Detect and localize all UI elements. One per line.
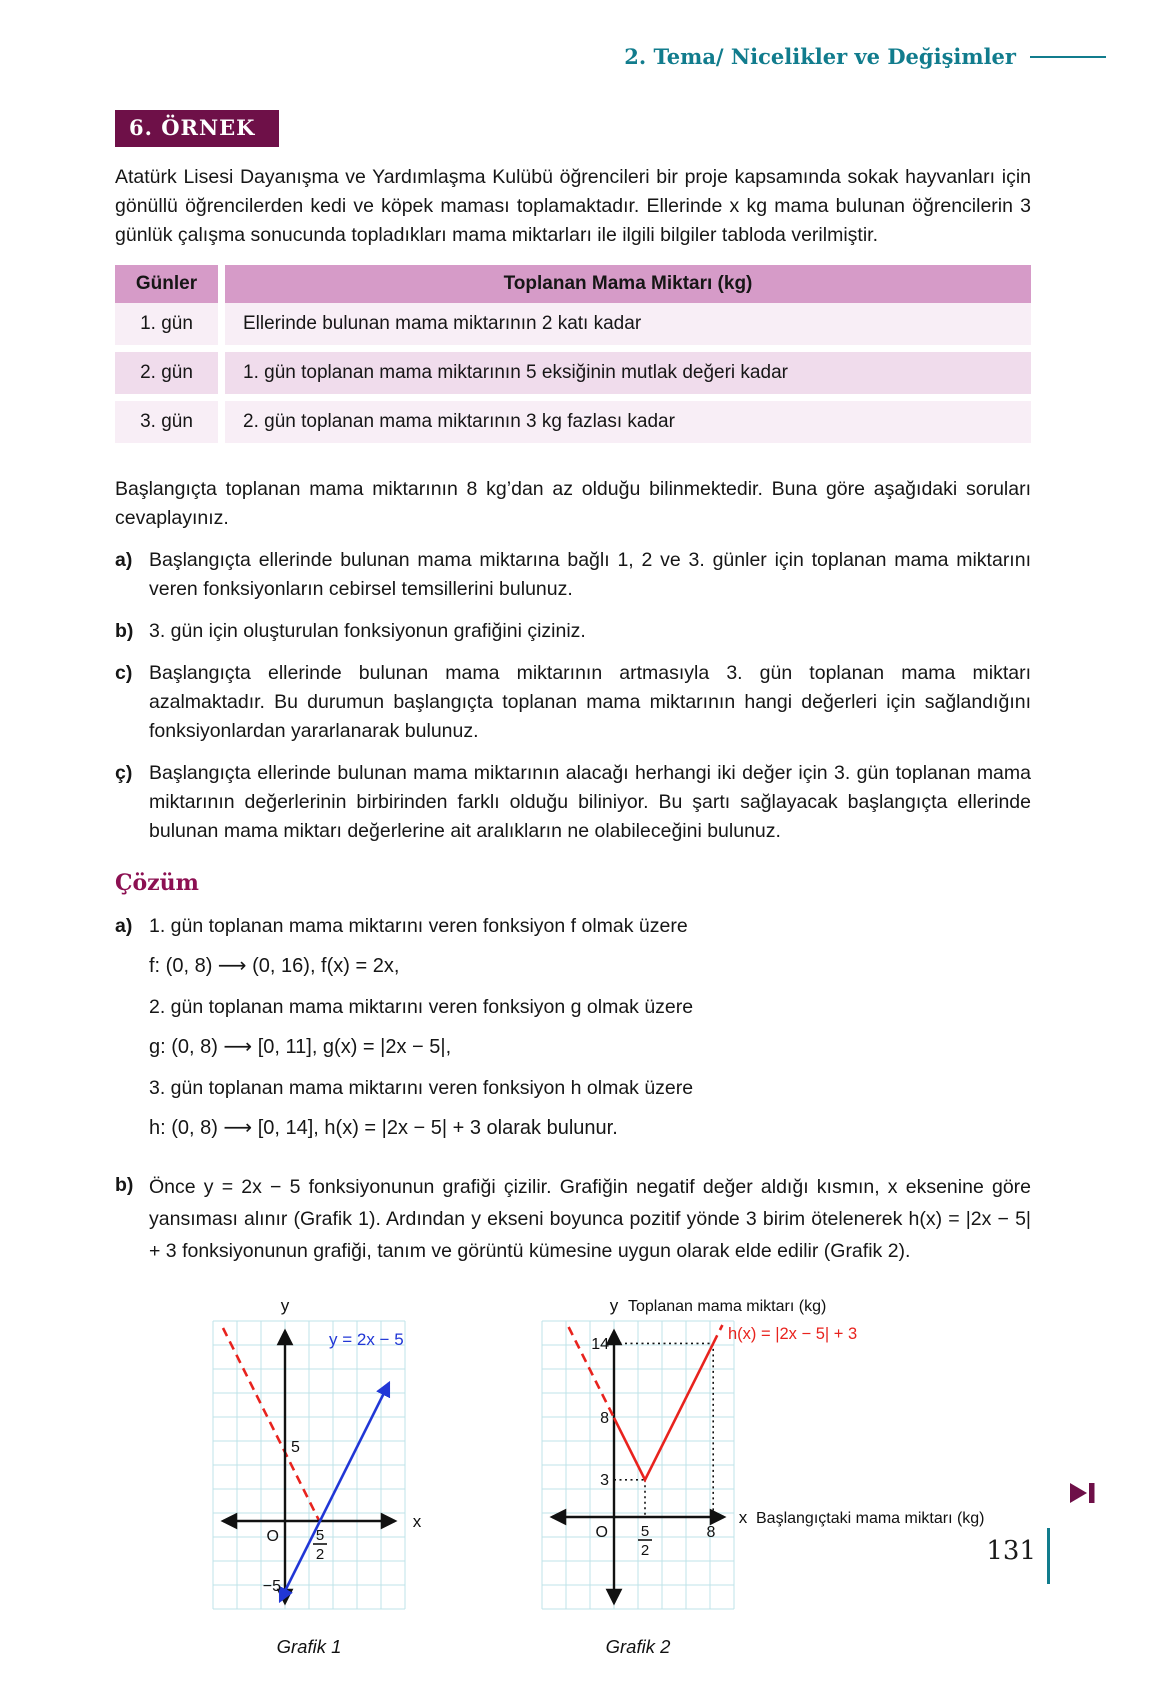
x-axis-letter: x: [738, 1508, 748, 1527]
x-tick-five-halves: [638, 1523, 652, 1559]
figures-row: [115, 1281, 1031, 1681]
origin-label: O: [595, 1524, 608, 1541]
figure-grafik-1: [193, 1281, 425, 1658]
table-cell-desc: Ellerinde bulunan mama miktarının 2 katı kadar: [225, 303, 1031, 345]
example-badge: 6. ÖRNEK: [115, 110, 279, 147]
y-axis-title: Toplanan mama miktarı (kg): [628, 1298, 827, 1315]
table-cell-day: 3. gün: [115, 401, 218, 443]
fraction-numerator: 5: [640, 1523, 650, 1540]
question-label: c): [115, 662, 133, 684]
x-tick-five-halves: [313, 1527, 327, 1563]
grafik-1-plot: [193, 1281, 425, 1627]
page-number-block: [960, 1528, 1050, 1584]
y-tick-8: 8: [600, 1410, 609, 1427]
table-row: [115, 401, 1031, 443]
table-row: [115, 352, 1031, 394]
solution-a-body: [149, 912, 1031, 1155]
question-text: 3. gün için oluşturulan fonksiyonun grafiğini çiziniz.: [149, 620, 586, 642]
example-intro: Atatürk Lisesi Dayanışma ve Yardımlaşma Kulübü öğrencileri bir proje kapsamında sokak hayvanları için gönüllü öğrencilerden kedi ve köpek maması toplamaktadır. Ellerinde x kg mama bulunan öğrencilerin 3 günlük çalışma sonucunda topladıkları mama miktarları ile ilgili bilgiler tabloda verilmiştir.: [115, 166, 1031, 246]
solution-line: 2. gün toplanan mama miktarını veren fonksiyon g olmak üzere: [149, 996, 694, 1018]
question-label: a): [115, 549, 133, 571]
page-content: [115, 110, 1031, 1681]
figure-caption: Grafik 2: [605, 1636, 671, 1657]
solution-line: 3. gün toplanan mama miktarını veren fonksiyon h olmak üzere: [149, 1077, 694, 1099]
x-tick-8: 8: [706, 1524, 716, 1541]
data-table: [115, 265, 1031, 443]
y-axis-letter: y: [280, 1296, 290, 1315]
line-equation-label: y = 2x − 5: [329, 1330, 404, 1349]
figure-caption: Grafik 1: [276, 1636, 342, 1657]
figure-grafik-2: [522, 1281, 992, 1658]
grafik-2-plot: [522, 1281, 992, 1627]
y-axis-letter: y: [609, 1296, 619, 1315]
page-number-bar: [1047, 1528, 1050, 1584]
solution-heading: Çözüm: [115, 870, 199, 896]
solution-b: [115, 1171, 1031, 1267]
fraction-denominator: 2: [315, 1546, 325, 1563]
y-tick-5: 5: [291, 1439, 300, 1456]
question-label: ç): [115, 762, 133, 784]
question-a: [115, 546, 1031, 604]
page-number: 131: [986, 1536, 1036, 1566]
solution-b-text: Önce y = 2x − 5 fonksiyonunun grafiği çizilir. Grafiğin negatif değer aldığı kısmın, x eksenine göre yansıması alınır (Grafik 1). Ardından y ekseni boyunca pozitif yönde 3 birim ötelenerek h(x) = |2x − 5| + 3 fonksiyonunun grafiği, tanım ve görüntü kümesine uygun olarak elde edilir (Grafik 2).: [149, 1176, 1031, 1262]
curve-equation-label: h(x) = |2x − 5| + 3: [728, 1325, 858, 1343]
question-c-cedilla: [115, 759, 1031, 846]
header-rule: [1030, 56, 1106, 58]
table-body: [115, 303, 1031, 443]
next-page-icon[interactable]: [1068, 1482, 1098, 1504]
solution-a-label: a): [115, 915, 133, 937]
question-label: b): [115, 620, 134, 642]
fraction-denominator: 2: [640, 1542, 650, 1559]
table-cell-desc: 1. gün toplanan mama miktarının 5 eksiğinin mutlak değeri kadar: [225, 352, 1031, 394]
question-c: [115, 659, 1031, 746]
line-y-2x-minus-5: [280, 1383, 389, 1601]
x-axis-letter: x: [412, 1512, 422, 1531]
question-text: Başlangıçta ellerinde bulunan mama miktarının alacağı herhangi iki değer için 3. gün toplanan mama miktarının değerlerinin birbirinden farklı olduğu biliniyor. Bu şartı sağlayacak başlangıçta ellerinde bulunan mama miktarı değerlerine ait aralıkların ne olabileceğini bulunuz.: [149, 762, 1031, 842]
solution-b-label: b): [115, 1174, 134, 1196]
solution-line: 1. gün toplanan mama miktarını veren fonksiyon f olmak üzere: [149, 915, 688, 937]
table-cell-day: 1. gün: [115, 303, 218, 345]
x-axis-title: Başlangıçtaki mama miktarı (kg): [756, 1510, 985, 1527]
solution-math-f: f: (0, 8) ⟶ (0, 16), f(x) = 2x,: [149, 955, 400, 977]
y-tick-14: 14: [591, 1336, 609, 1353]
table-header-row: [115, 265, 1031, 303]
table-cell-day: 2. gün: [115, 352, 218, 394]
table-header-amount: Toplanan Mama Miktarı (kg): [225, 265, 1031, 303]
chapter-title: 2. Tema/ Nicelikler ve Değişimler: [624, 44, 1016, 69]
solution-math-h: h: (0, 8) ⟶ [0, 14], h(x) = |2x − 5| + 3 olarak bulunur.: [149, 1117, 618, 1139]
question-b: [115, 617, 1031, 646]
curve-h-solid: [614, 1343, 713, 1479]
table-cell-desc: 2. gün toplanan mama miktarının 3 kg fazlası kadar: [225, 401, 1031, 443]
grid: [213, 1321, 405, 1609]
solution-math-g: g: (0, 8) ⟶ [0, 11], g(x) = |2x − 5|,: [149, 1036, 452, 1058]
table-header-days: Günler: [115, 265, 218, 303]
origin-label: O: [266, 1528, 279, 1545]
page-header: [624, 44, 1106, 69]
y-tick-3: 3: [600, 1472, 609, 1489]
curve-dashed-right: [713, 1325, 722, 1343]
fraction-numerator: 5: [315, 1527, 325, 1544]
question-text: Başlangıçta ellerinde bulunan mama miktarının artmasıyla 3. gün toplanan mama miktarı azalmaktadır. Bu durumun başlangıçta toplanan mama miktarının hangi değerleri için sağlandığını fonksiyonlardan yararlanarak bulunuz.: [149, 662, 1031, 742]
y-tick-minus-5: −5: [262, 1578, 281, 1595]
solution-a: [115, 912, 1031, 1155]
note-paragraph: Başlangıçta toplanan mama miktarının 8 kg’dan az olduğu bilinmektedir. Buna göre aşağıdaki soruları cevaplayınız.: [115, 478, 1031, 529]
table-row: [115, 303, 1031, 345]
question-text: Başlangıçta ellerinde bulunan mama miktarına bağlı 1, 2 ve 3. günler için toplanan mama miktarını veren fonksiyonların cebirsel temsillerini bulunuz.: [149, 549, 1031, 600]
